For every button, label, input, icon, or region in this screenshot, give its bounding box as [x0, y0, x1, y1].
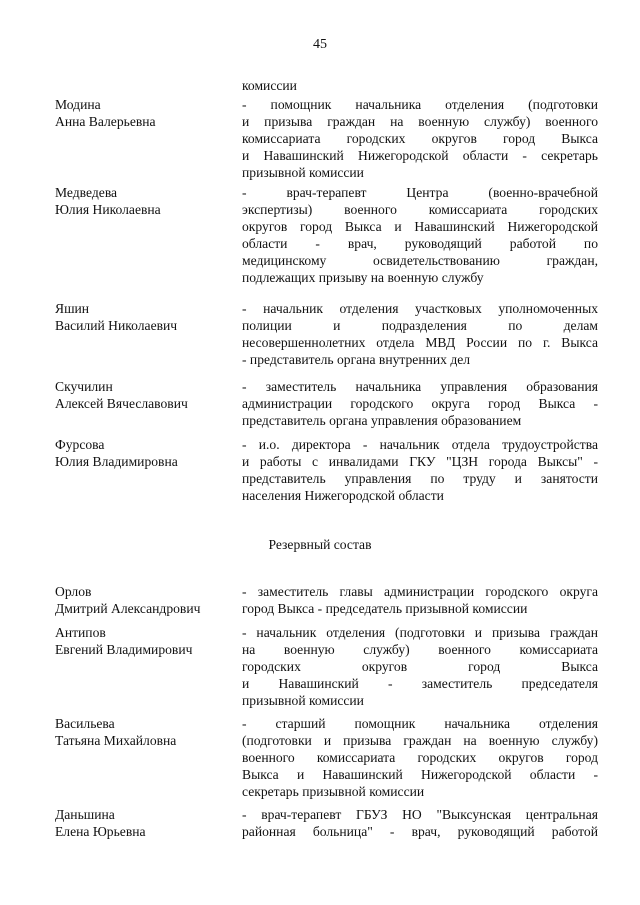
member-role — [242, 624, 598, 709]
role-line: Выкса и Навашинский Нижегородской области - — [242, 767, 598, 782]
member-name — [55, 624, 235, 658]
member-surname: Орлов — [55, 584, 92, 599]
member-given-names: Анна Валерьевна — [55, 114, 156, 129]
role-line: - представитель органа внутренних дел — [242, 352, 471, 367]
member-role — [242, 300, 598, 368]
section-title: Резервный состав — [268, 537, 372, 552]
role-line: - начальник отделения участковых уполномоченных — [242, 301, 598, 316]
role-line: районная больница" - врач, руководящий работой — [242, 824, 598, 839]
role-line: секретарь призывной комиссии — [242, 784, 425, 799]
role-line: администрации городского округа город Выкса - — [242, 396, 598, 411]
role-line: полиции и подразделения по делам — [242, 318, 598, 333]
role-line: призывной комиссии — [242, 165, 364, 180]
role-line: - заместитель начальника управления образования — [242, 379, 598, 394]
role-line: на военную службу) военного комиссариата — [242, 642, 598, 657]
role-line: город Выкса - председатель призывной комиссии — [242, 601, 528, 616]
role-line: экспертизы) военного комиссариата городских — [242, 202, 598, 217]
role-line: подлежащих призыву на военную службу — [242, 270, 484, 285]
member-name — [55, 96, 235, 130]
member-name — [55, 436, 235, 470]
member-name — [55, 583, 235, 617]
role-line: населения Нижегородской области — [242, 488, 444, 503]
role-line: комиссариата городских округов город Выкса — [242, 131, 598, 146]
role-line: городских округов город Выкса — [242, 659, 598, 674]
continuation-text: комиссии — [242, 78, 297, 93]
role-line: (подготовки и призыва граждан на военную службу) — [242, 733, 598, 748]
member-role — [242, 715, 598, 800]
member-name — [55, 715, 235, 749]
role-line: медицинскому освидетельствованию граждан, — [242, 253, 598, 268]
member-surname: Модина — [55, 97, 101, 112]
member-role — [242, 583, 598, 617]
member-given-names: Юлия Николаевна — [55, 202, 161, 217]
role-line: - старший помощник начальника отделения — [242, 716, 598, 731]
member-role — [242, 378, 598, 429]
member-surname: Медведева — [55, 185, 118, 200]
member-surname: Васильева — [55, 716, 115, 731]
member-given-names: Юлия Владимировна — [55, 454, 178, 469]
role-line: области - врач, руководящий работой по — [242, 236, 598, 251]
role-line: округов город Выкса и Навашинский Нижегородской — [242, 219, 598, 234]
role-line: военного комиссариата городских округов город — [242, 750, 598, 765]
role-line: и Навашинский Нижегородской области - секретарь — [242, 148, 598, 163]
member-given-names: Татьяна Михайловна — [55, 733, 177, 748]
role-line: - начальник отделения (подготовки и призыва граждан — [242, 625, 598, 640]
member-name — [55, 378, 235, 412]
role-line: - и.о. директора - начальник отдела трудоустройства — [242, 437, 598, 452]
role-line: - врач-терапевт Центра (военно-врачебной — [242, 185, 598, 200]
member-surname: Скучилин — [55, 379, 113, 394]
member-name — [55, 806, 235, 840]
member-name — [55, 184, 235, 218]
role-line: - врач-терапевт ГБУЗ НО "Выксунская центральная — [242, 807, 598, 822]
role-line: несовершеннолетних отдела МВД России по г. Выкса — [242, 335, 598, 350]
role-line: призывной комиссии — [242, 693, 364, 708]
member-surname: Яшин — [55, 301, 90, 316]
member-surname: Антипов — [55, 625, 106, 640]
member-role — [242, 436, 598, 504]
member-given-names: Евгений Владимирович — [55, 642, 193, 657]
member-given-names: Василий Николаевич — [55, 318, 178, 333]
page-number: 45 — [313, 37, 327, 52]
role-line: и работы с инвалидами ГКУ "ЦЗН города Выксы" - — [242, 454, 598, 469]
member-given-names: Алексей Вячеславович — [55, 396, 188, 411]
member-role — [242, 96, 598, 181]
member-surname: Фурсова — [55, 437, 105, 452]
role-line: и призыва граждан на военную службу) военного — [242, 114, 598, 129]
role-line: - помощник начальника отделения (подготовки — [242, 97, 598, 112]
member-name — [55, 300, 235, 334]
member-given-names: Дмитрий Александрович — [55, 601, 201, 616]
member-role — [242, 184, 598, 286]
role-line: и Навашинский - заместитель председателя — [242, 676, 598, 691]
role-line: представитель органа управления образованием — [242, 413, 522, 428]
member-given-names: Елена Юрьевна — [55, 824, 146, 839]
member-surname: Даньшина — [55, 807, 115, 822]
role-line: - заместитель главы администрации городского округа — [242, 584, 598, 599]
role-line: представитель управления по труду и занятости — [242, 471, 598, 486]
member-role — [242, 806, 598, 840]
